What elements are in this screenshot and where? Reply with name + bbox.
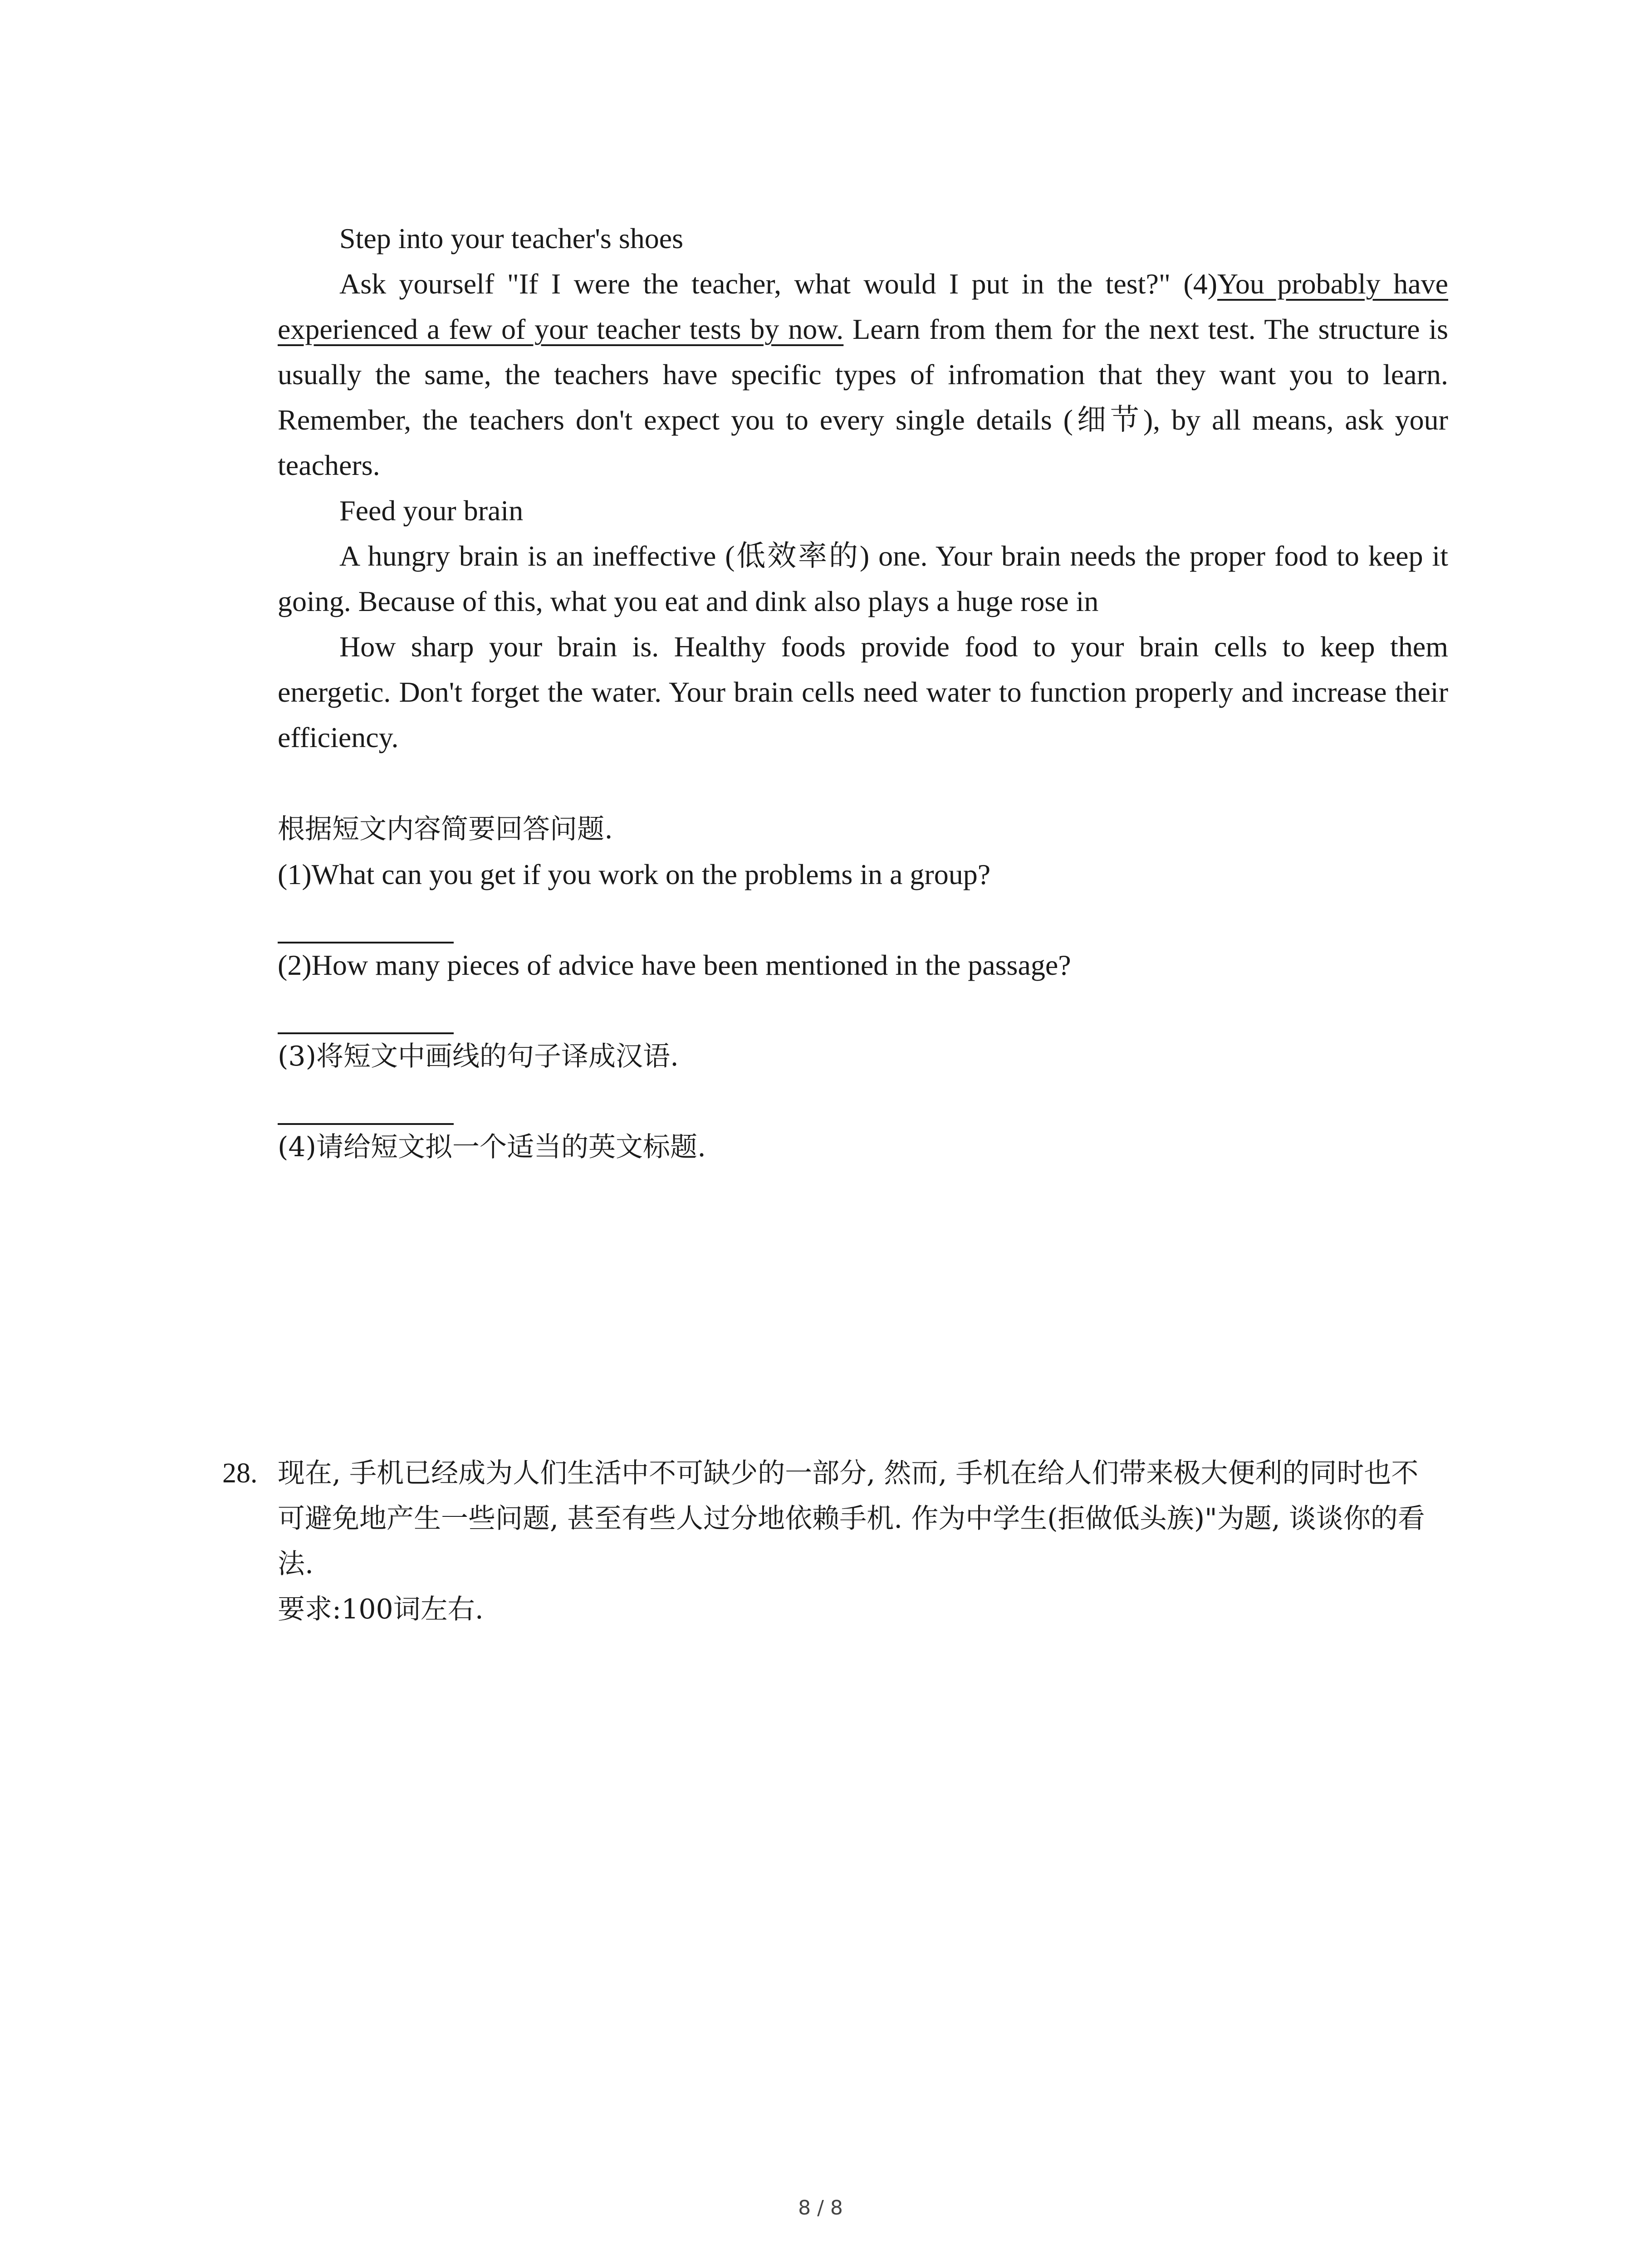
questions-instruction: 根据短文内容简要回答问题. bbox=[278, 813, 613, 845]
page-number: 8 / 8 bbox=[798, 2196, 843, 2219]
question-1: (1)What can you get if you work on the problems in a group? bbox=[278, 858, 991, 890]
paragraph-sharp: How sharp your brain is. Healthy foods provide food to your brain cells to keep them energetic. Don't forget the water. Your brain cells need water to function properly and increase their efficiency. bbox=[278, 631, 1448, 753]
paragraph-brain: A hungry brain is an ineffective (低效率的) one. Your brain needs the proper food to keep it going. Because of this, what you eat and dink also plays a huge rose in bbox=[278, 540, 1448, 617]
paragraph-teacher-rest: Learn from them for the next test. The structure is usually the same, the teachers have specific types of infromation that they want you to learn. Remember, the teachers don't expect you to every single details (细节), by all means, ask your teachers. bbox=[278, 313, 1449, 481]
question-3 bbox=[278, 1033, 679, 1079]
underlined-sentence: You probably have experienced a few of your teacher tests by now. bbox=[278, 268, 1449, 345]
question-4-text: (4)请给短文拟一个适当的英文标题. bbox=[278, 1131, 706, 1163]
section-heading-brain: Feed your brain bbox=[339, 494, 524, 527]
question-3-text: (3)将短文中画线的句子译成汉语. bbox=[278, 1041, 679, 1072]
question-2: (2)How many pieces of advice have been mentioned in the passage? bbox=[278, 949, 1071, 981]
question-28-requirement: 要求:100词左右. bbox=[278, 1593, 484, 1625]
paragraph-teacher-intro: Ask yourself "If I were the teacher, what would I put in the test?" (4) bbox=[339, 268, 1218, 300]
question-28-prompt: 现在, 手机已经成为人们生活中不可缺少的一部分, 然而, 手机在给人们带来极大便利的同时也不可避免地产生一些问题, 甚至有些人过分地依赖手机. 作为中学生(拒做低头族)"为题, 谈谈你的看法. bbox=[278, 1457, 1425, 1580]
paragraph-teacher bbox=[278, 261, 1448, 488]
question-4 bbox=[278, 1124, 706, 1170]
section-heading-teacher: Step into your teacher's shoes bbox=[339, 222, 684, 254]
question-28-number: 28. bbox=[222, 1458, 258, 1489]
